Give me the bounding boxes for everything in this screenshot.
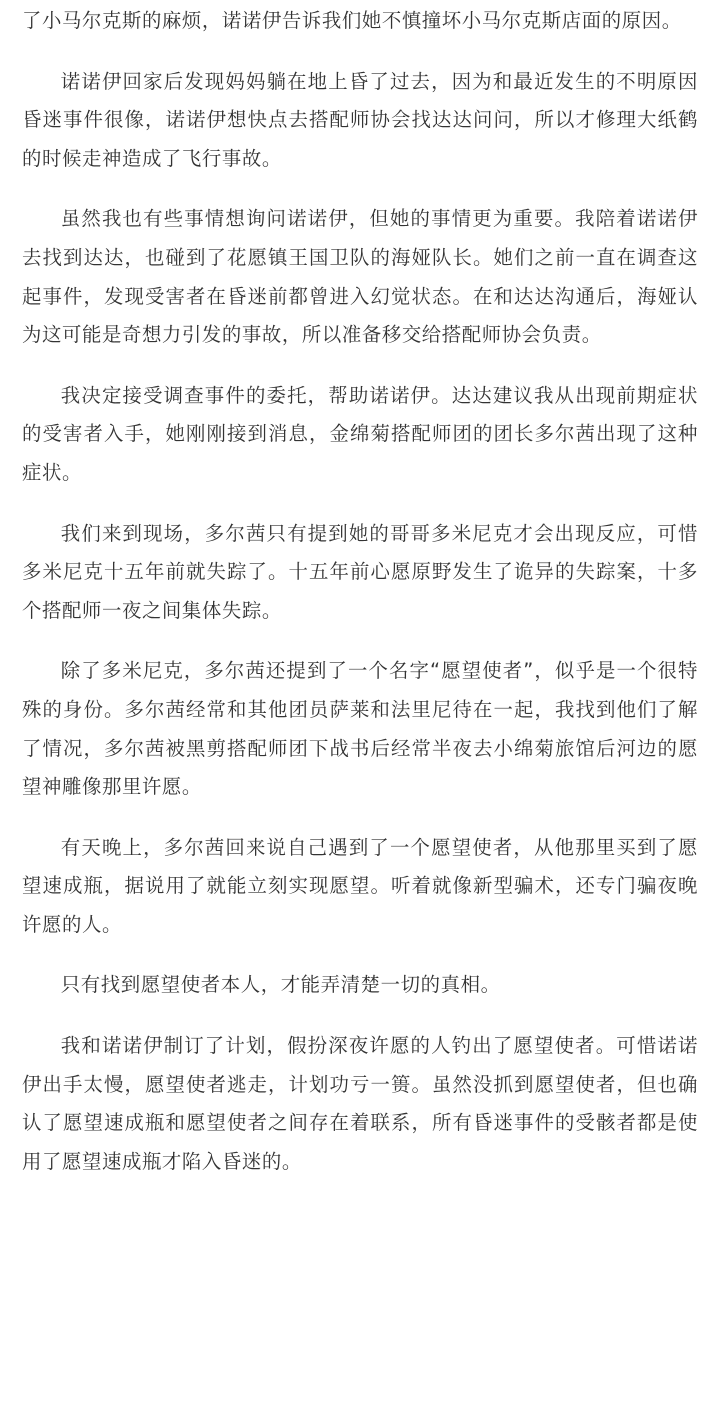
article-body (22, 2, 698, 1203)
paragraph: 我们来到现场，多尔茜只有提到她的哥哥多米尼克才会出现反应，可惜多米尼克十五年前就失踪了。十五年前心愿原野发生了诡异的失踪案，十多个搭配师一夜之间集体失踪。 (22, 521, 698, 622)
paragraph-continued: 了小马尔克斯的麻烦，诺诺伊告诉我们她不慎撞坏小马尔克斯店面的原因。 (22, 9, 682, 32)
paragraph: 我决定接受调查事件的委托，帮助诺诺伊。达达建议我从出现前期症状的受害者入手，她刚刚接到消息，金绵菊搭配师团的团长多尔茜出现了这种症状。 (22, 383, 698, 484)
paragraph: 有天晚上，多尔茜回来说自己遇到了一个愿望使者，从他那里买到了愿望速成瓶，据说用了就能立刻实现愿望。听着就像新型骗术，还专门骗夜晚许愿的人。 (22, 835, 698, 936)
paragraph: 只有找到愿望使者本人，才能弄清楚一切的真相。 (60, 973, 501, 997)
paragraph: 诺诺伊回家后发现妈妈躺在地上昏了过去，因为和最近发生的不明原因昏迷事件很像，诺诺伊想快点去搭配师协会找达达问问，所以才修理大纸鹤的时候走神造成了飞行事故。 (22, 69, 698, 170)
paragraph: 我和诺诺伊制订了计划，假扮深夜许愿的人钓出了愿望使者。可惜诺诺伊出手太慢，愿望使者逃走，计划功亏一篑。虽然没抓到愿望使者，但也确认了愿望速成瓶和愿望使者之间存在着联系，所有昏迷事件的受骸者都是使用了愿望速成瓶才陷入昏迷的。 (22, 1034, 698, 1173)
paragraph: 除了多米尼克，多尔茜还提到了一个名字“愿望使者”，似乎是一个很特殊的身份。多尔茜经常和其他团员萨莱和法里尼待在一起，我找到他们了解了情况，多尔茜被黑剪搭配师团下战书后经常半夜去小绵菊旅馆后河边的愿望神雕像那里许愿。 (22, 659, 698, 799)
paragraph: 虽然我也有些事情想询问诺诺伊，但她的事情更为重要。我陪着诺诺伊去找到达达，也碰到了花愿镇王国卫队的海娅队长。她们之前一直在调查这起事件，发现受害者在昏迷前都曾进入幻觉状态。在和达达沟通后，海娅认为这可能是奇想力引发的事故，所以准备移交给搭配师协会负责。 (22, 207, 698, 347)
